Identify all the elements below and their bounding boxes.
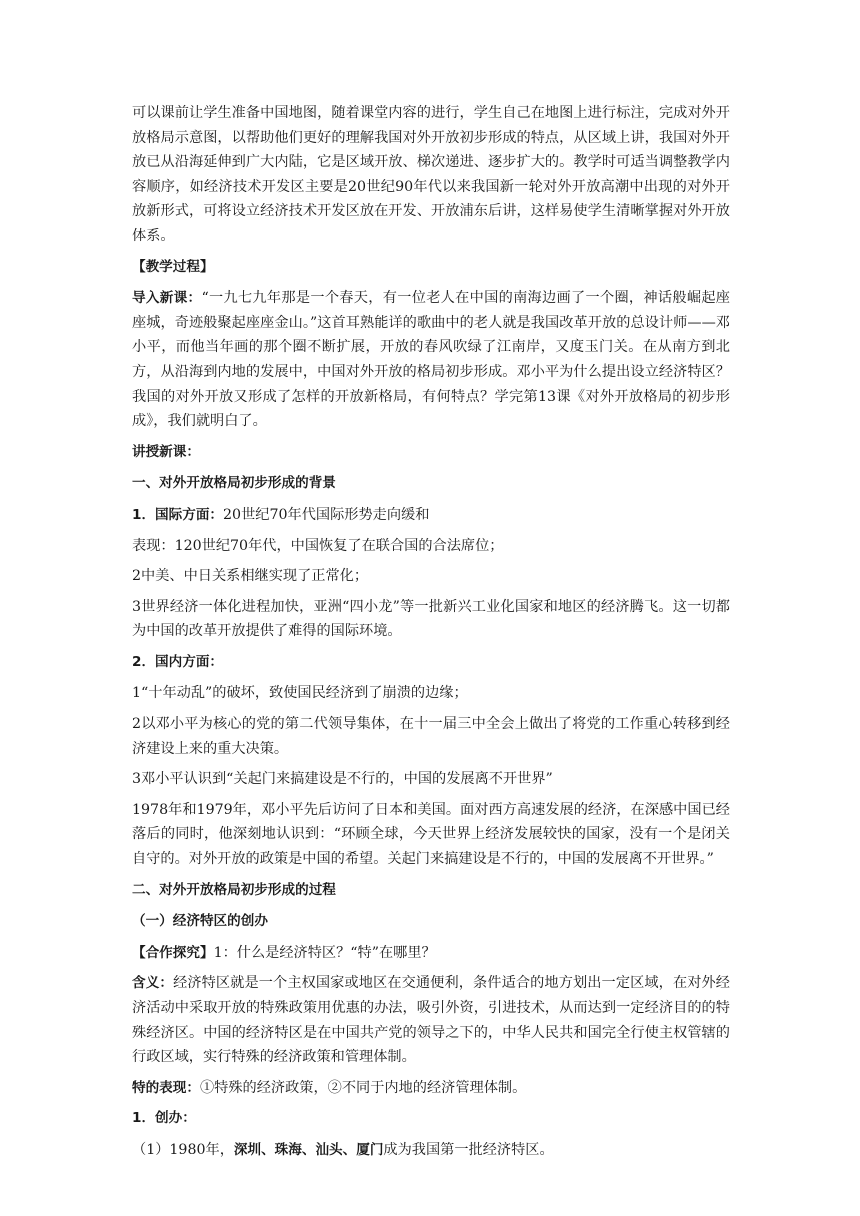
founding-prefix: （1）1980年， <box>132 1141 234 1158</box>
meaning-text: 经济特区就是一个主权国家或地区在交通便利，条件适合的地方划出一定区域，在对外经济活动中采取开放的特殊政策用优惠的办法，吸引外资，引进技术，从而达到一定经济目的的特殊经济区。中国的经济特区是在中国共产党的领导之下的，中华人民共和国完全行使主权管辖的行政区域，实行特殊的经济政策和管理体制。 <box>132 975 730 1066</box>
international-item-1: 表现：120世纪70年代，中国恢复了在联合国的合法席位； <box>132 537 504 554</box>
new-lesson-label: 讲授新课： <box>132 443 200 460</box>
international-paragraph <box>132 503 730 528</box>
domestic-label: 2．国内方面： <box>132 653 224 670</box>
domestic-heading <box>132 650 730 675</box>
international-item-3: 3世界经济一体化进程加快，亚洲“四小龙”等一批新兴工业化国家和地区的经济腾飞。这一切都为中国的改革开放提供了难得的国际环境。 <box>132 598 730 640</box>
section1-title <box>132 471 730 496</box>
section1-title-text: 一、对外开放格局初步形成的背景 <box>132 475 336 492</box>
document-body <box>132 101 730 1169</box>
inquiry-label: 【合作探究】 <box>132 944 214 961</box>
special-text: ①特殊的经济政策，②不同于内地的经济管理体制。 <box>199 1079 527 1096</box>
section2-title <box>132 878 730 903</box>
founding-cities: 深圳、珠海、汕头、厦门 <box>233 1141 384 1158</box>
international-item-2: 2中美、中日关系相继实现了正常化； <box>132 568 369 585</box>
meaning-label: 含义： <box>132 975 174 992</box>
special-paragraph <box>132 1076 730 1101</box>
international-text: 20世纪70年代国际形势走向缓和 <box>223 506 430 523</box>
international-label: 1．国际方面： <box>132 506 224 523</box>
inquiry-text: 1：什么是经济特区？“特”在哪里？ <box>213 944 436 961</box>
section2-title-text: 二、对外开放格局初步形成的过程 <box>132 881 336 898</box>
domestic-item-1: 1“十年动乱”的破坏，致使国民经济到了崩溃的边缘； <box>132 685 468 702</box>
founding-heading <box>132 1106 730 1131</box>
intro-lesson-paragraph <box>132 286 730 434</box>
founding-label: 1．创办： <box>132 1110 196 1127</box>
new-lesson-heading <box>132 440 730 465</box>
teaching-process-heading <box>132 255 730 280</box>
founding-item-1 <box>132 1138 730 1163</box>
inquiry-paragraph <box>132 941 730 966</box>
domestic-item-4: 1978年和1979年，邓小平先后访问了日本和美国。面对西方高速发展的经济，在深感中国已经落后的同时，他深刻地认识到：“环顾全球，今天世界上经济发展较快的国家，没有一个是闭关自守的。对外开放的政策是中国的希望。关起门来搞建设是不行的，中国的发展离不开世界。” <box>132 801 730 868</box>
subsection1-title-text: （一）经济特区的创办 <box>132 913 268 930</box>
teaching-process-label: 【教学过程】 <box>132 258 214 275</box>
domestic-item-3: 3邓小平认识到“关起门来搞建设是不行的，中国的发展离不开世界” <box>132 771 553 788</box>
meaning-paragraph <box>132 971 730 1069</box>
intro-paragraph: 可以课前让学生准备中国地图，随着课堂内容的进行，学生自己在地图上进行标注，完成对外开放格局示意图，以帮助他们更好的理解我国对外开放初步形成的特点，从区域上讲，我国对外开放已从沿海延伸到广大内陆，它是区域开放、梯次递进、逐步扩大的。教学时可适当调整教学内容顺序，如经济技术开发区主要是20世纪90年代以来我国新一轮对外开放高潮中出现的对外开放新形式，可将设立经济技术开发区放在开发、开放浦东后讲，这样易使学生清晰掌握对外开放体系。 <box>132 105 730 244</box>
intro-lesson-text: “一九七九年那是一个春天，有一位老人在中国的南海边画了一个圈，神话般崛起座座城，奇迹般聚起座座金山。”这首耳熟能详的歌曲中的老人就是我国改革开放的总设计师——邓小平，而他当年画的那个圈不断扩展，开放的春风吹绿了江南岸，又度玉门关。在从南方到北方，从沿海到内地的发展中，中国对外开放的格局初步形成。邓小平为什么提出设立经济特区？我国的对外开放又形成了怎样的开放新格局，有何特点？学完第13课《对外开放格局的初步形成》，我们就明白了。 <box>132 290 730 430</box>
founding-suffix: 成为我国第一批经济特区。 <box>383 1141 554 1158</box>
intro-lesson-label: 导入新课： <box>132 290 202 307</box>
domestic-item-2: 2以邓小平为核心的党的第二代领导集体，在十一届三中全会上做出了将党的工作重心转移到经济建设上来的重大决策。 <box>132 716 730 757</box>
special-label: 特的表现： <box>132 1079 200 1096</box>
subsection1-title <box>132 909 730 934</box>
